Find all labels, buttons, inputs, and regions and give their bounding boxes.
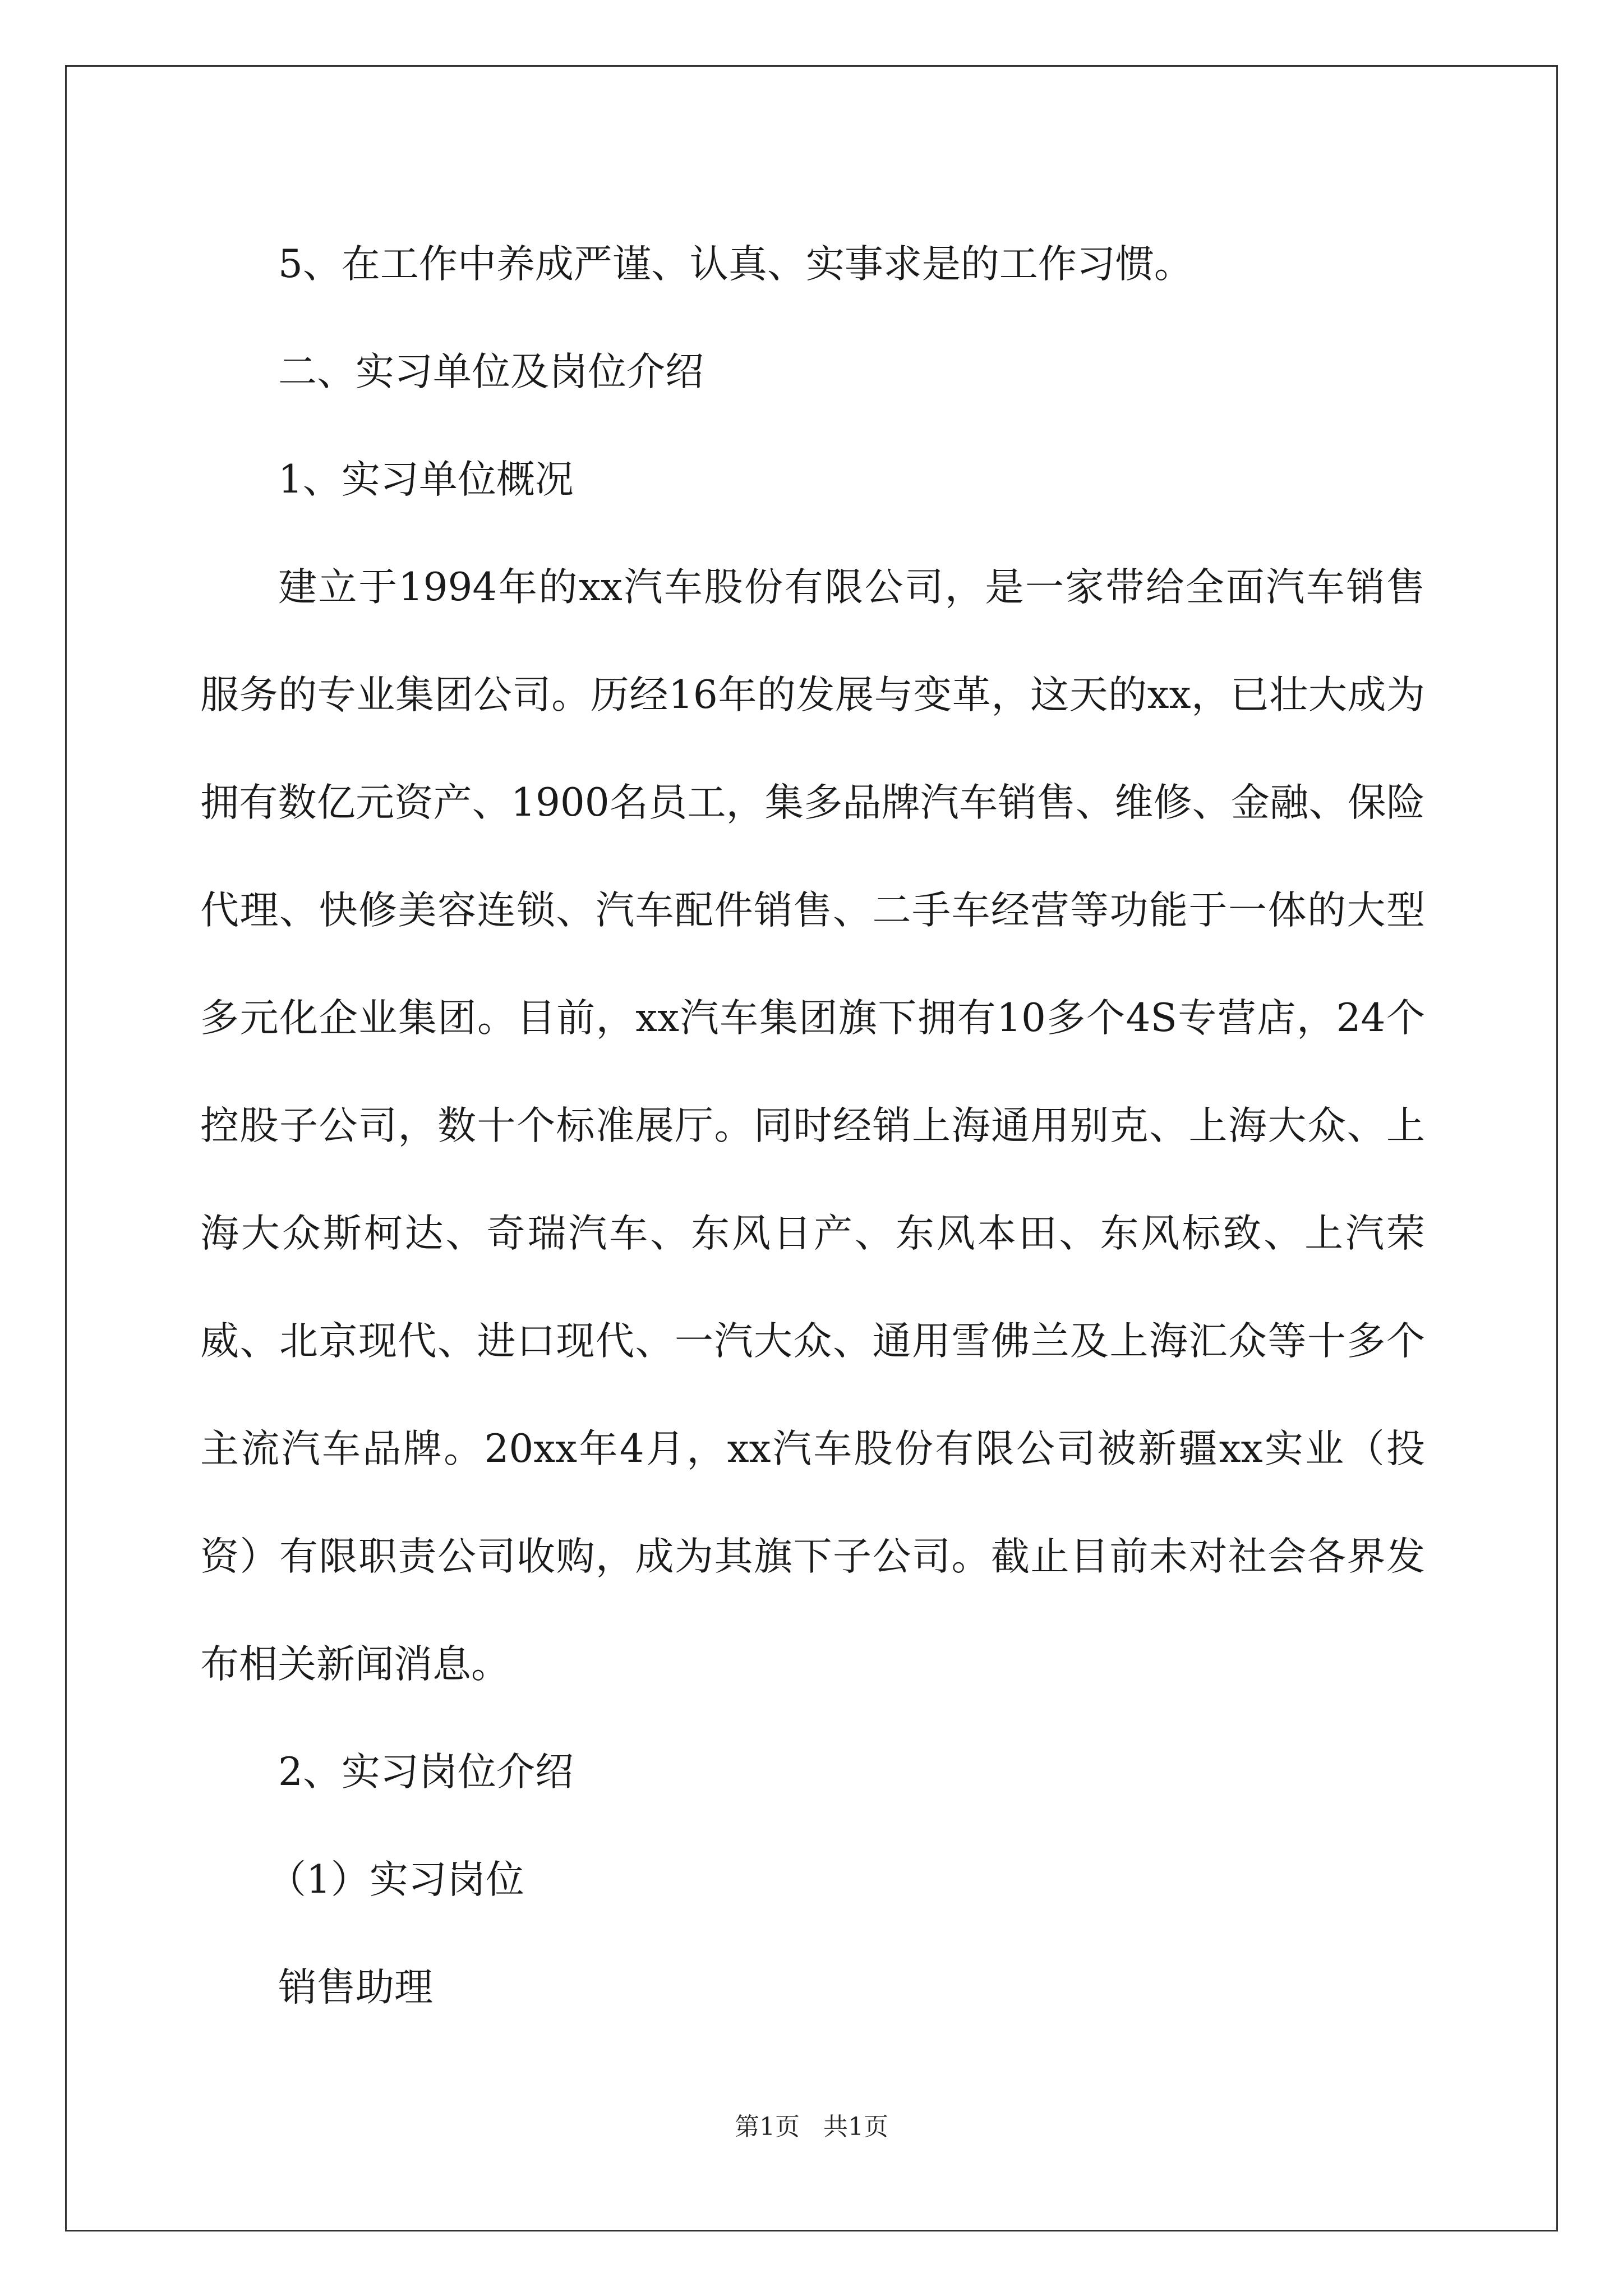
page-number-current: 第1页 bbox=[735, 2113, 800, 2141]
subheading-internship-position: （1）实习岗位 bbox=[268, 1857, 524, 1902]
document-body bbox=[200, 210, 1425, 2041]
section-heading-internship-unit: 二、实习单位及岗位介绍 bbox=[278, 349, 704, 394]
page-footer bbox=[0, 2106, 1623, 2142]
subheading-position-intro: 2、实习岗位介绍 bbox=[278, 1750, 574, 1795]
paragraph-company-overview: 建立于1994年的xx汽车股份有限公司，是一家带给全面汽车销售服务的专业集团公司。历经16年的发展与变革，这天的xx，已壮大成为拥有数亿元资产、1900名员工，集多品牌汽车销售、维修、金融、保险代理、快修美容连锁、汽车配件销售、二手车经营等功能于一体的大型多元化企业集团。目前，xx汽车集团旗下拥有10多个4S专营店，24个控股子公司，数十个标准展厅。同时经销上海通用别克、上海大众、上海大众斯柯达、奇瑞汽车、东风日产、东风本田、东风标致、上汽荣威、北京现代、进口现代、一汽大众、通用雪佛兰及上海汇众等十多个主流汽车品牌。20xx年4月，xx汽车股份有限公司被新疆xx实业（投资）有限职责公司收购，成为其旗下子公司。截止目前未对社会各界发布相关新闻消息。 bbox=[200, 565, 1425, 1687]
page-number-total: 共1页 bbox=[823, 2113, 888, 2141]
paragraph-work-habit: 5、在工作中养成严谨、认真、实事求是的工作习惯。 bbox=[278, 242, 1193, 287]
subheading-unit-overview: 1、实习单位概况 bbox=[278, 457, 574, 502]
paragraph-position-name: 销售助理 bbox=[278, 1965, 433, 2010]
